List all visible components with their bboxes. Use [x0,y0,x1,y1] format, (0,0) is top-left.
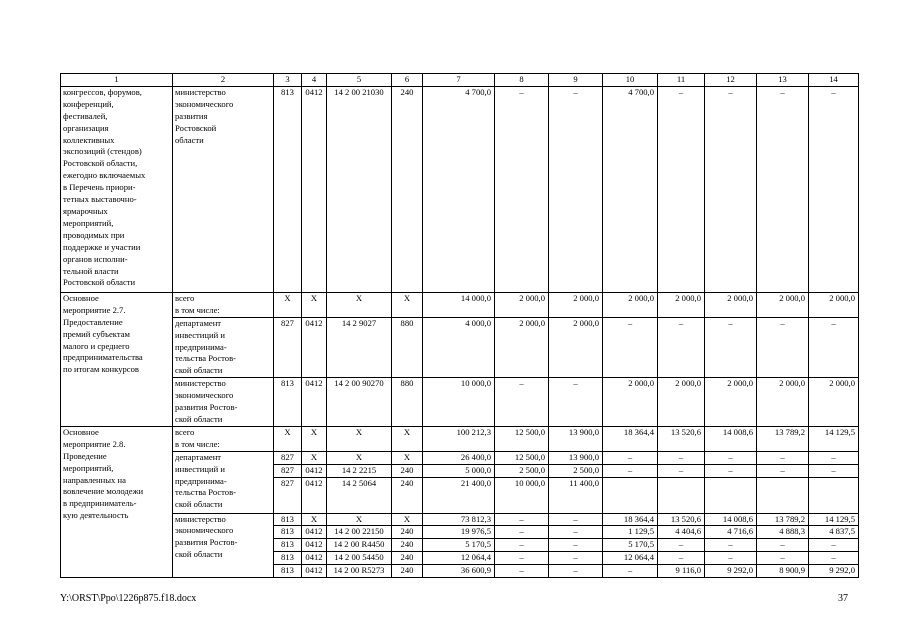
value-cell: 2 000,0 [809,292,859,317]
value-cell: 2 000,0 [603,292,658,317]
value-cell: – [549,526,603,539]
csr-cell: X [327,426,392,451]
rzpr-cell: 0412 [302,539,327,552]
value-cell: 2 000,0 [495,317,549,378]
value-cell: 4 000,0 [423,317,495,378]
header-cell: 7 [423,74,495,87]
grbs-cell: 813 [274,513,302,526]
value-cell: 1 129,5 [603,526,658,539]
csr-cell: X [327,292,392,317]
value-cell: – [603,317,658,378]
value-cell: – [809,539,859,552]
csr-cell: 14 2 00 R4450 [327,539,392,552]
value-cell: – [495,378,549,427]
vr-cell: X [392,292,423,317]
value-cell: – [705,317,757,378]
header-cell: 2 [173,74,274,87]
value-cell: 14 129,5 [809,426,859,451]
value-cell: – [757,552,809,565]
csr-cell: 14 2 9027 [327,317,392,378]
value-cell: – [658,451,705,464]
value-cell: 5 170,5 [423,539,495,552]
executor-cell: всего в том числе: [173,426,274,451]
value-cell: – [757,451,809,464]
header-cell: 4 [302,74,327,87]
value-cell: 9 116,0 [658,565,705,578]
page-number: 37 [838,593,848,604]
value-cell: 14 008,6 [705,513,757,526]
value-cell [603,477,658,513]
executor-cell: министерство экономического развития Ростов- ской области [173,513,274,578]
value-cell [757,477,809,513]
rzpr-cell: 0412 [302,378,327,427]
value-cell: – [809,451,859,464]
grbs-cell: 813 [274,378,302,427]
value-cell: 4 404,6 [658,526,705,539]
value-cell: – [549,552,603,565]
value-cell: – [549,86,603,292]
grbs-cell: 813 [274,526,302,539]
rzpr-cell: X [302,451,327,464]
value-cell: 5 170,5 [603,539,658,552]
value-cell: 73 812,3 [423,513,495,526]
csr-cell: 14 2 00 R5273 [327,565,392,578]
value-cell [658,477,705,513]
rzpr-cell: 0412 [302,477,327,513]
value-cell: 2 000,0 [757,292,809,317]
executor-cell: министерство экономического развития Ростовской области [173,86,274,292]
value-cell: 14 008,6 [705,426,757,451]
footer-file-path: Y:\ORST\Ppo\1226p875.f18.docx [60,593,197,604]
value-cell: 11 400,0 [549,477,603,513]
executor-cell: министерство экономического развития Ростов- ской области [173,378,274,427]
value-cell: 12 064,4 [603,552,658,565]
grbs-cell: 813 [274,552,302,565]
value-cell: 12 500,0 [495,426,549,451]
value-cell: – [658,86,705,292]
grbs-cell: 827 [274,451,302,464]
header-cell: 5 [327,74,392,87]
header-cell: 10 [603,74,658,87]
value-cell: – [495,86,549,292]
rzpr-cell: 0412 [302,86,327,292]
table-header-row [61,74,859,87]
rzpr-cell: 0412 [302,464,327,477]
value-cell: 5 000,0 [423,464,495,477]
value-cell: – [603,464,658,477]
vr-cell: 240 [392,539,423,552]
value-cell: 2 500,0 [495,464,549,477]
value-cell: – [495,526,549,539]
value-cell: – [658,539,705,552]
value-cell: 4 837,5 [809,526,859,539]
grbs-cell: 813 [274,86,302,292]
rzpr-cell: 0412 [302,317,327,378]
value-cell: – [549,565,603,578]
rzpr-cell: X [302,292,327,317]
measure-name: Основное мероприятие 2.8. Проведение мероприятий, направленных на вовлечение молодежи в предприниматель- кую деятельность [61,426,173,577]
csr-cell: 14 2 5064 [327,477,392,513]
value-cell [809,477,859,513]
table-row [61,426,859,451]
vr-cell: X [392,451,423,464]
value-cell: 2 000,0 [495,292,549,317]
value-cell [705,477,757,513]
value-cell: – [757,86,809,292]
vr-cell: 240 [392,565,423,578]
value-cell: 26 400,0 [423,451,495,464]
value-cell: 10 000,0 [423,378,495,427]
value-cell: 4 700,0 [603,86,658,292]
vr-cell: 240 [392,464,423,477]
header-cell: 13 [757,74,809,87]
value-cell: – [809,552,859,565]
vr-cell: X [392,513,423,526]
table-row [61,317,859,378]
grbs-cell: 813 [274,539,302,552]
value-cell: – [495,552,549,565]
value-cell: – [495,565,549,578]
header-cell: 3 [274,74,302,87]
value-cell: – [495,539,549,552]
value-cell: 13 520,6 [658,513,705,526]
value-cell: 13 789,2 [757,426,809,451]
value-cell: 13 789,2 [757,513,809,526]
value-cell: 2 000,0 [809,378,859,427]
value-cell: 10 000,0 [495,477,549,513]
vr-cell: 240 [392,552,423,565]
grbs-cell: 827 [274,477,302,513]
value-cell: 4 888,3 [757,526,809,539]
value-cell: 21 400,0 [423,477,495,513]
value-cell: – [658,552,705,565]
header-cell: 11 [658,74,705,87]
value-cell: 12 064,4 [423,552,495,565]
table-row [61,451,859,464]
header-cell: 1 [61,74,173,87]
value-cell: – [549,513,603,526]
value-cell: – [757,539,809,552]
measure-name: конгрессов, форумов, конференций, фестивалей, организация коллективных экспозиций (стендов) Ростовской области, ежегодно включаемых в Перечень приори- тетных выставочно- ярмарочных мероприятий, проводимых при поддержке и участии органов исполни- тельной власти Ростовской области [61,86,173,292]
vr-cell: 240 [392,86,423,292]
grbs-cell: 827 [274,317,302,378]
header-cell: 8 [495,74,549,87]
value-cell: 9 292,0 [809,565,859,578]
csr-cell: 14 2 2215 [327,464,392,477]
value-cell: – [757,317,809,378]
header-cell: 14 [809,74,859,87]
value-cell: 2 000,0 [658,378,705,427]
value-cell: 100 212,3 [423,426,495,451]
table-row [61,513,859,526]
executor-cell: всего в том числе: [173,292,274,317]
value-cell: 13 900,0 [549,451,603,464]
value-cell: – [705,464,757,477]
vr-cell: 880 [392,317,423,378]
header-cell: 6 [392,74,423,87]
value-cell: 2 000,0 [549,317,603,378]
value-cell: – [809,86,859,292]
measure-name: Основное мероприятие 2.7. Предоставление премий субъектам малого и среднего предпринимательства по итогам конкурсов [61,292,173,426]
vr-cell: 880 [392,378,423,427]
budget-table [60,73,859,578]
grbs-cell: 827 [274,464,302,477]
table-row [61,292,859,317]
value-cell: 2 000,0 [705,378,757,427]
csr-cell: X [327,451,392,464]
rzpr-cell: 0412 [302,526,327,539]
value-cell: 36 600,9 [423,565,495,578]
value-cell: – [495,513,549,526]
value-cell: – [549,539,603,552]
value-cell: – [705,539,757,552]
header-cell: 9 [549,74,603,87]
value-cell: 2 000,0 [603,378,658,427]
rzpr-cell: 0412 [302,565,327,578]
table-row [61,86,859,292]
rzpr-cell: X [302,426,327,451]
csr-cell: X [327,513,392,526]
value-cell: 13 900,0 [549,426,603,451]
vr-cell: 240 [392,526,423,539]
value-cell: 2 000,0 [658,292,705,317]
value-cell: 2 500,0 [549,464,603,477]
table-row [61,378,859,427]
value-cell: 2 000,0 [757,378,809,427]
value-cell: – [603,451,658,464]
value-cell: 8 900,9 [757,565,809,578]
executor-cell: департамент инвестиций и предпринима- тельства Ростов- ской области [173,317,274,378]
executor-cell: департамент инвестиций и предпринима- тельства Ростов- ской области [173,451,274,513]
rzpr-cell: X [302,513,327,526]
value-cell: – [705,86,757,292]
csr-cell: 14 2 00 21030 [327,86,392,292]
value-cell: – [757,464,809,477]
value-cell: 14 000,0 [423,292,495,317]
value-cell: 9 292,0 [705,565,757,578]
grbs-cell: X [274,292,302,317]
value-cell: – [809,464,859,477]
value-cell: 4 700,0 [423,86,495,292]
value-cell: 2 000,0 [549,292,603,317]
value-cell: 14 129,5 [809,513,859,526]
csr-cell: 14 2 00 90270 [327,378,392,427]
value-cell: – [658,464,705,477]
grbs-cell: 813 [274,565,302,578]
value-cell: 18 364,4 [603,513,658,526]
vr-cell: X [392,426,423,451]
value-cell: – [809,317,859,378]
value-cell: – [603,565,658,578]
value-cell: 4 716,6 [705,526,757,539]
value-cell: – [705,552,757,565]
header-cell: 12 [705,74,757,87]
value-cell: 18 364,4 [603,426,658,451]
value-cell: 19 976,5 [423,526,495,539]
value-cell: – [705,451,757,464]
value-cell: – [658,317,705,378]
value-cell: 2 000,0 [705,292,757,317]
csr-cell: 14 2 00 54450 [327,552,392,565]
vr-cell: 240 [392,477,423,513]
grbs-cell: X [274,426,302,451]
csr-cell: 14 2 00 22150 [327,526,392,539]
rzpr-cell: 0412 [302,552,327,565]
value-cell: – [549,378,603,427]
value-cell: 12 500,0 [495,451,549,464]
value-cell: 13 520,6 [658,426,705,451]
